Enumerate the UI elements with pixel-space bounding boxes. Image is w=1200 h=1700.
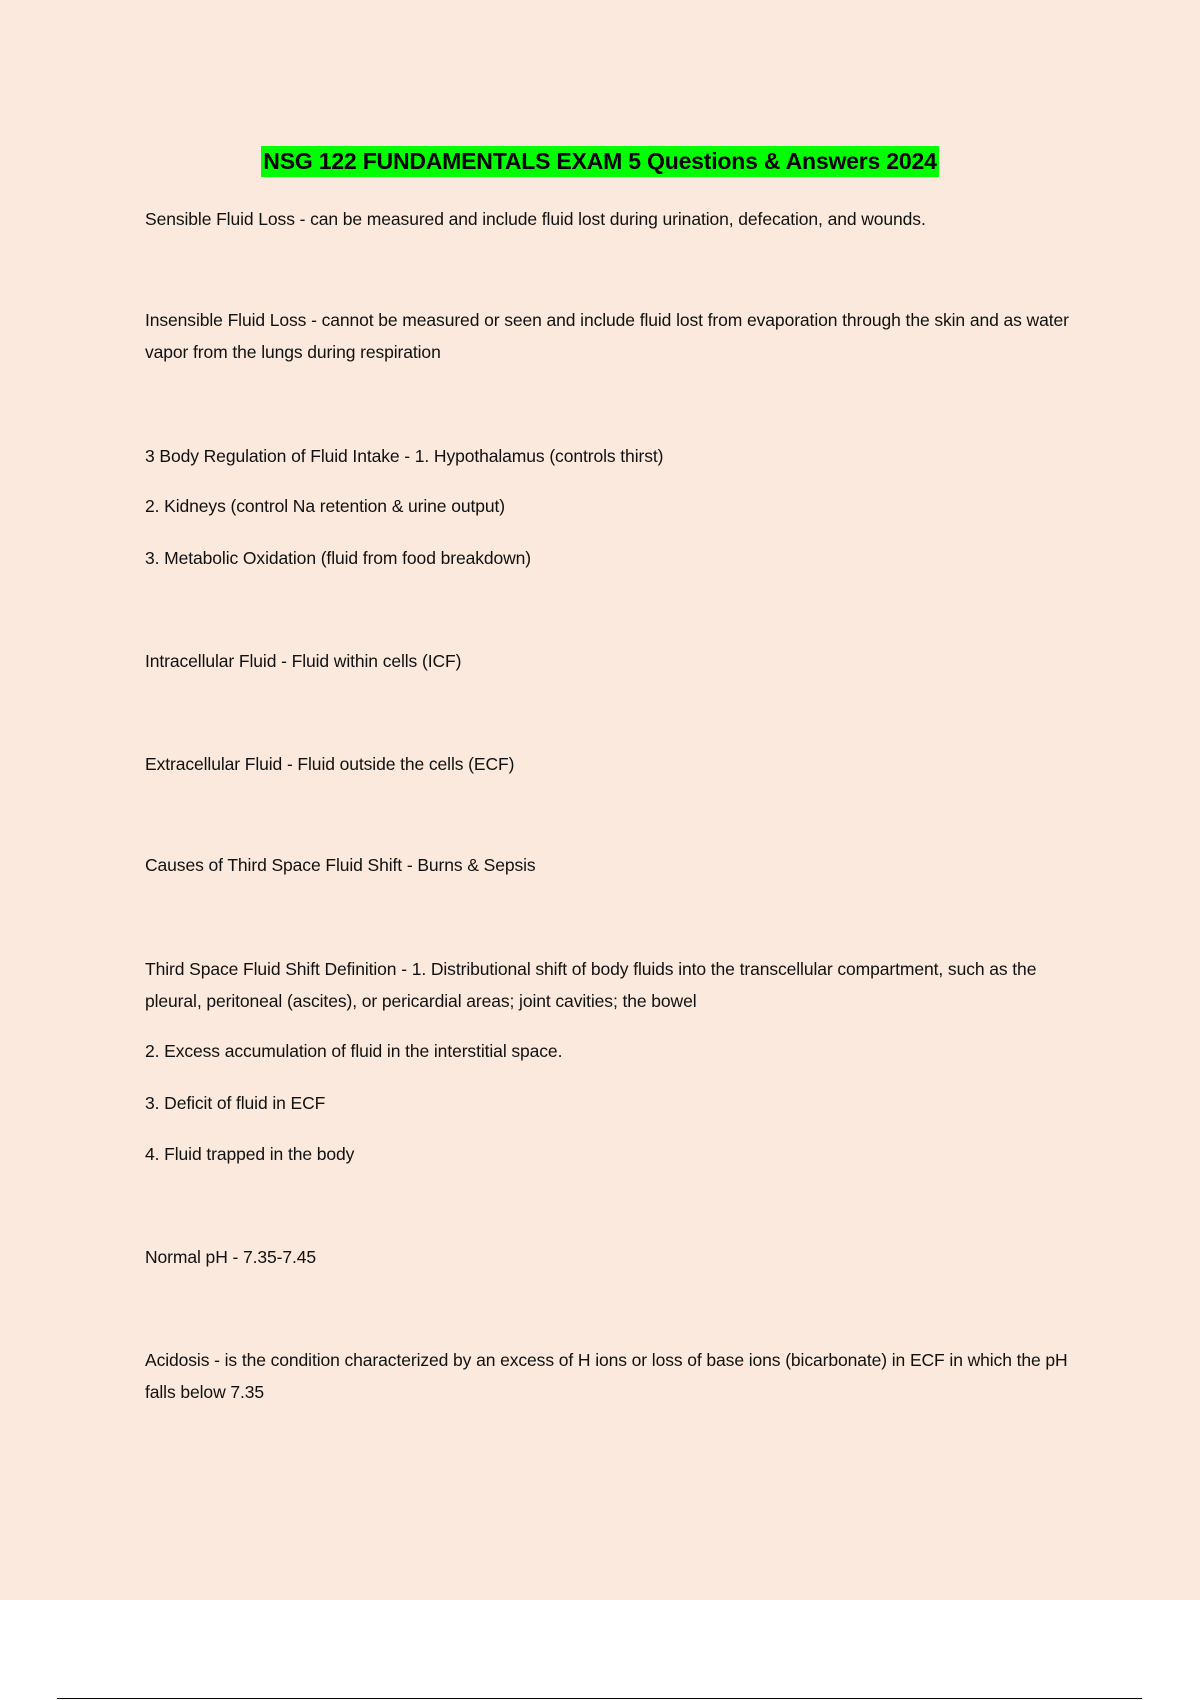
entry-intracellular-fluid: Intracellular Fluid - Fluid within cells (ICF)	[145, 651, 462, 671]
entry-extracellular-fluid: Extracellular Fluid - Fluid outside the cells (ECF)	[145, 754, 515, 774]
entry-insensible-fluid-loss: Insensible Fluid Loss - cannot be measured or seen and include fluid lost from evaporation through the skin and as water vapor from the lungs during respiration	[145, 310, 1069, 362]
entry-causes-third-space: Causes of Third Space Fluid Shift - Burns & Sepsis	[145, 855, 536, 875]
entry-body-regulation-fluid-intake: 3 Body Regulation of Fluid Intake - 1. Hypothalamus (controls thirst)	[145, 446, 664, 466]
entry-kidneys: 2. Kidneys (control Na retention & urine output)	[145, 496, 505, 516]
entry-metabolic-oxidation: 3. Metabolic Oxidation (fluid from food breakdown)	[145, 548, 532, 568]
entry-third-space-definition: Third Space Fluid Shift Definition - 1. Distributional shift of body fluids into the transcellular compartment, such as the pleural, peritoneal (ascites), or pericardial areas; joint cavities; the bowel	[145, 959, 1037, 1011]
title-container	[0, 146, 1200, 177]
entry-acidosis: Acidosis - is the condition characterized by an excess of H ions or loss of base ions (bicarbonate) in ECF in which the pH falls below 7.35	[145, 1350, 1068, 1402]
entry-normal-ph: Normal pH - 7.35-7.45	[145, 1247, 317, 1267]
entry-deficit-ecf: 3. Deficit of fluid in ECF	[145, 1093, 326, 1113]
entry-fluid-trapped: 4. Fluid trapped in the body	[145, 1144, 355, 1164]
document-title: NSG 122 FUNDAMENTALS EXAM 5 Questions & Answers 2024	[261, 146, 938, 177]
entry-excess-accumulation: 2. Excess accumulation of fluid in the interstitial space.	[145, 1041, 563, 1061]
entry-sensible-fluid-loss: Sensible Fluid Loss - can be measured and include fluid lost during urination, defecation, and wounds.	[145, 209, 926, 229]
footer-divider	[57, 1698, 1142, 1699]
